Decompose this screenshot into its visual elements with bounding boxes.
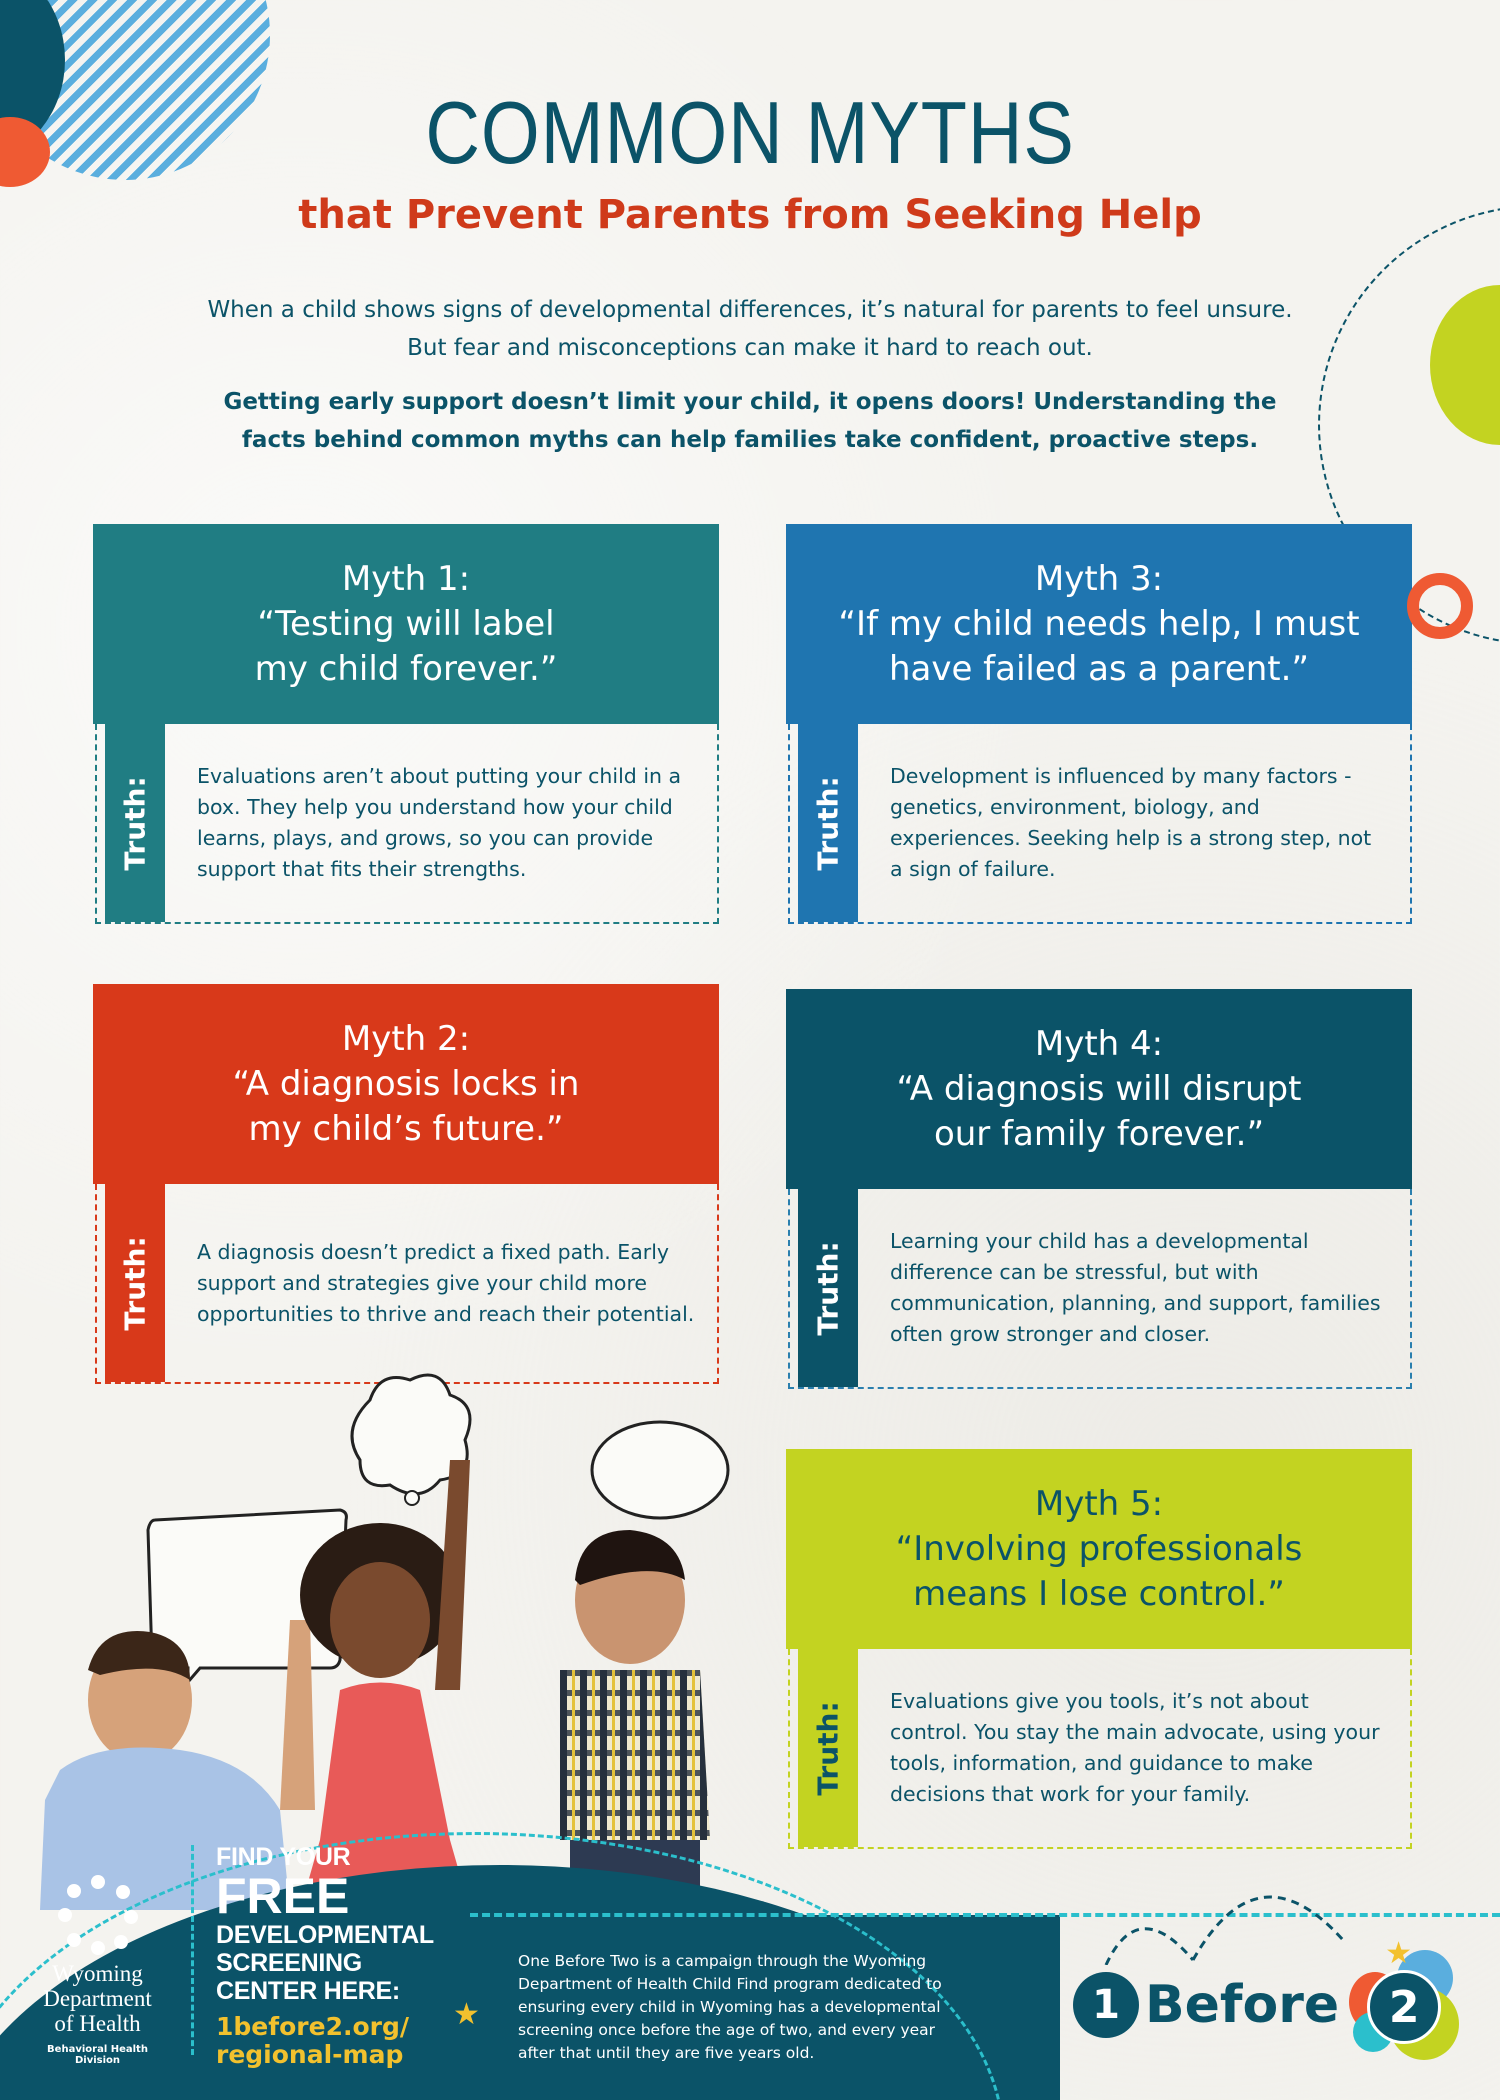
brand-one: 1 <box>1073 1972 1139 2038</box>
truth-text: Evaluations give you tools, it’s not about control. You stay the main advocate, using your tools, information, and guidance to make decisions that work for your family. <box>890 1689 1380 1806</box>
truth-label: Truth: <box>811 1700 845 1796</box>
myth-quote-line: “Testing will label <box>257 603 555 644</box>
people-circle-icon <box>58 1875 138 1955</box>
intro-paragraph: When a child shows signs of developmental differences, it’s natural for parents to feel unsure. But fear and misconceptions can make it hard to reach out. <box>207 297 1293 361</box>
myth-card-1 <box>93 524 719 924</box>
orange-ring-decoration <box>1407 573 1473 639</box>
one-before-two-logo <box>1073 1936 1459 2060</box>
campaign-description: One Before Two is a campaign through the Wyoming Department of Health Child Find program dedicated to ensuring every child in Wyoming has a developmental screening once before the age of two, and every year after that until they are five years old. <box>518 1952 942 2062</box>
truth-label-bar <box>798 1649 858 1847</box>
myth-header <box>786 989 1412 1189</box>
truth-box <box>788 1649 1412 1849</box>
wyoming-health-logo <box>30 1875 165 2066</box>
org-name-line: Department <box>43 1986 152 2011</box>
myth-quote-line: means I lose control.” <box>913 1573 1285 1614</box>
org-name-line: of Health <box>54 2011 141 2036</box>
truth-text: Learning your child has a developmental difference can be stressful, but with communication, planning, and support, families often grow stronger and closer. <box>890 1229 1381 1346</box>
myth-header <box>93 984 719 1184</box>
myth-quote-line: have failed as a parent.” <box>888 648 1310 689</box>
myth-number: Myth 4: <box>1034 1023 1164 1064</box>
truth-label: Truth: <box>811 775 845 871</box>
cta-line: CENTER HERE: <box>216 1977 400 2005</box>
myth-header <box>786 1449 1412 1649</box>
myth-number: Myth 3: <box>1034 558 1164 599</box>
myth-quote-line: “If my child needs help, I must <box>838 603 1360 644</box>
myth-quote-line: my child forever.” <box>254 648 558 689</box>
truth-box <box>95 1184 719 1384</box>
myth-card-5 <box>786 1449 1412 1849</box>
link-line[interactable]: 1before2.org/ <box>216 2012 410 2041</box>
myth-number: Myth 5: <box>1034 1483 1164 1524</box>
truth-text: A diagnosis doesn’t predict a fixed path. Early support and strategies give your child more opportunities to thrive and reach their potential. <box>197 1239 695 1326</box>
myth-quote-line: “A diagnosis will disrupt <box>896 1068 1302 1109</box>
brand-before: Before <box>1145 1975 1340 2035</box>
org-name-line: Wyoming <box>52 1961 143 1986</box>
link-line[interactable]: regional-map <box>216 2040 404 2069</box>
myth-header <box>93 524 719 724</box>
truth-box <box>788 1189 1412 1389</box>
myth-number: Myth 2: <box>341 1018 471 1059</box>
myth-card-3 <box>786 524 1412 924</box>
myth-card-2 <box>93 984 719 1384</box>
myth-quote-line: “Involving professionals <box>895 1528 1303 1569</box>
intro-emphasis-paragraph: Getting early support doesn’t limit your child, it opens doors! Understanding the facts behind common myths can help families take confident, proactive steps. <box>223 389 1277 453</box>
truth-box <box>788 724 1412 924</box>
myth-quote-line: my child’s future.” <box>248 1108 564 1149</box>
cta-line: DEVELOPMENTAL <box>216 1921 434 1949</box>
screening-cta <box>216 1843 434 2069</box>
regional-map-link[interactable] <box>216 2013 434 2069</box>
myth-quote-line: “A diagnosis locks in <box>232 1063 580 1104</box>
truth-label-bar <box>105 1184 165 1382</box>
cta-line: SCREENING <box>216 1949 362 1977</box>
brand-two: 2 <box>1367 1970 1441 2044</box>
truth-label-bar <box>105 724 165 922</box>
truth-label-bar <box>798 724 858 922</box>
truth-label-bar <box>798 1189 858 1387</box>
truth-label: Truth: <box>811 1240 845 1336</box>
brand-two-badge <box>1349 1936 1459 2060</box>
truth-label: Truth: <box>118 1235 152 1331</box>
truth-text: Evaluations aren’t about putting your child in a box. They help you understand how your child learns, plays, and grows, so you can provide support that fits their strengths. <box>197 764 682 881</box>
star-icon: ★ <box>1385 1936 1413 1971</box>
myth-number: Myth 1: <box>341 558 471 599</box>
page-subtitle: that Prevent Parents from Seeking Help <box>298 192 1202 238</box>
truth-box <box>95 724 719 924</box>
truth-label: Truth: <box>118 775 152 871</box>
footer-divider <box>191 1845 194 2055</box>
cta-line: FIND YOUR <box>216 1843 351 1871</box>
children-photo <box>40 1370 730 1910</box>
page-title: COMMON MYTHS <box>425 83 1075 182</box>
myth-card-4 <box>786 989 1412 1389</box>
org-division: Behavioral Health Division <box>47 2044 148 2066</box>
cta-free: FREE <box>216 1868 350 1924</box>
star-icon: ★ <box>453 1997 480 2032</box>
truth-text: Development is influenced by many factors - genetics, environment, biology, and experiences. Seeking help is a strong step, not a sign of failure. <box>890 764 1372 881</box>
myth-quote-line: our family forever.” <box>933 1113 1265 1154</box>
myth-header <box>786 524 1412 724</box>
